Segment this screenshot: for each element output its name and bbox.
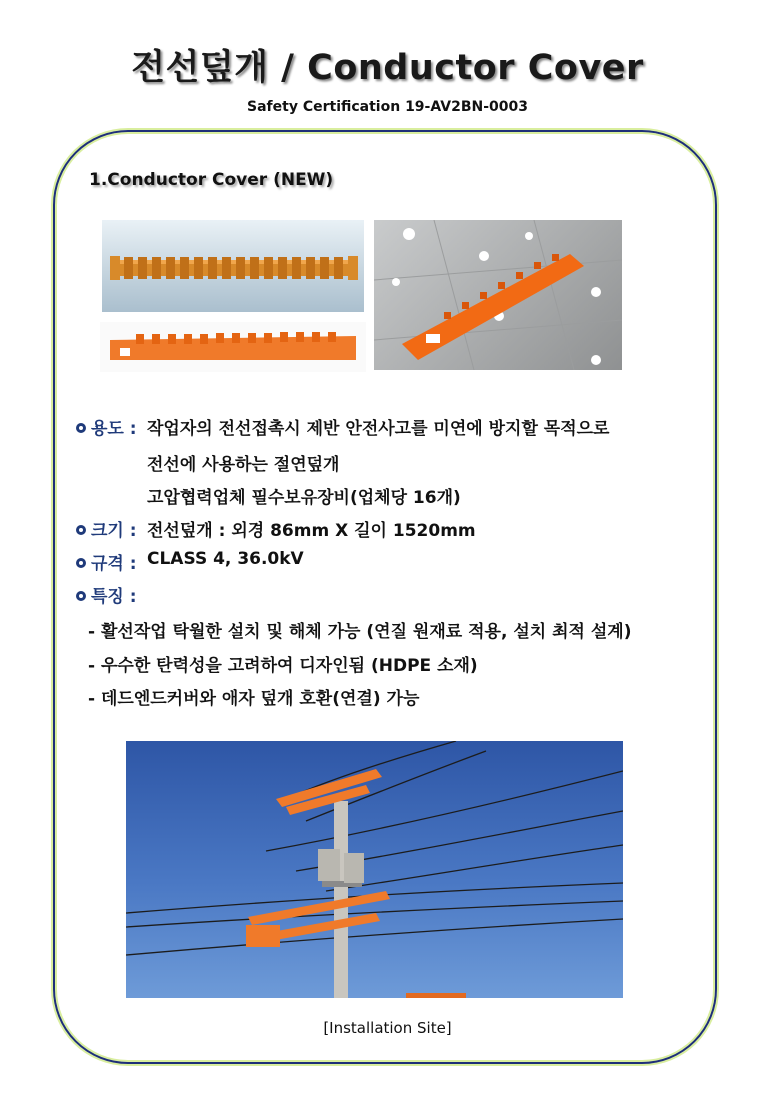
product-render-image <box>102 220 364 312</box>
size-label: 크기 : <box>91 521 137 541</box>
section-title: 1.Conductor Cover (NEW) <box>89 170 334 190</box>
spec-rating-row <box>76 549 137 574</box>
purpose-line-2: 전선에 사용하는 절연덮개 <box>147 455 340 475</box>
page-title: 전선덮개 / Conductor Cover <box>131 48 644 88</box>
feature-item-1: - 활선작업 탁월한 설치 및 해체 가능 (연질 원재료 적용, 설치 최적 설계) <box>88 622 632 642</box>
bullet-icon <box>76 591 86 601</box>
spec-purpose-row <box>76 414 137 439</box>
feature-item-3: - 데드엔드커버와 애자 덮개 호환(연결) 가능 <box>88 689 420 709</box>
purpose-line-3: 고압협력업체 필수보유장비(업체당 16개) <box>147 488 461 508</box>
bullet-icon <box>76 525 86 535</box>
features-label: 특징 : <box>91 587 137 607</box>
installation-site-photo <box>126 741 623 998</box>
certification-number: Safety Certification 19-AV2BN-0003 <box>247 99 528 115</box>
purpose-line-1: 작업자의 전선접촉시 제반 안전사고를 미연에 방지할 목적으로 <box>147 419 610 439</box>
size-value: 전선덮개 : 외경 86mm X 길이 1520mm <box>147 521 476 541</box>
rating-label: 규격 : <box>91 554 137 574</box>
feature-item-2: - 우수한 탄력성을 고려하여 디자인됨 (HDPE 소재) <box>88 656 478 676</box>
product-side-image <box>100 322 366 372</box>
product-floor-photo <box>374 220 622 370</box>
rating-value: CLASS 4, 36.0kV <box>147 549 304 569</box>
bullet-icon <box>76 423 86 433</box>
spec-features-row <box>76 582 137 607</box>
purpose-label: 용도 : <box>91 419 137 439</box>
photo-caption: [Installation Site] <box>323 1019 452 1037</box>
spec-size-row <box>76 516 137 541</box>
bullet-icon <box>76 558 86 568</box>
